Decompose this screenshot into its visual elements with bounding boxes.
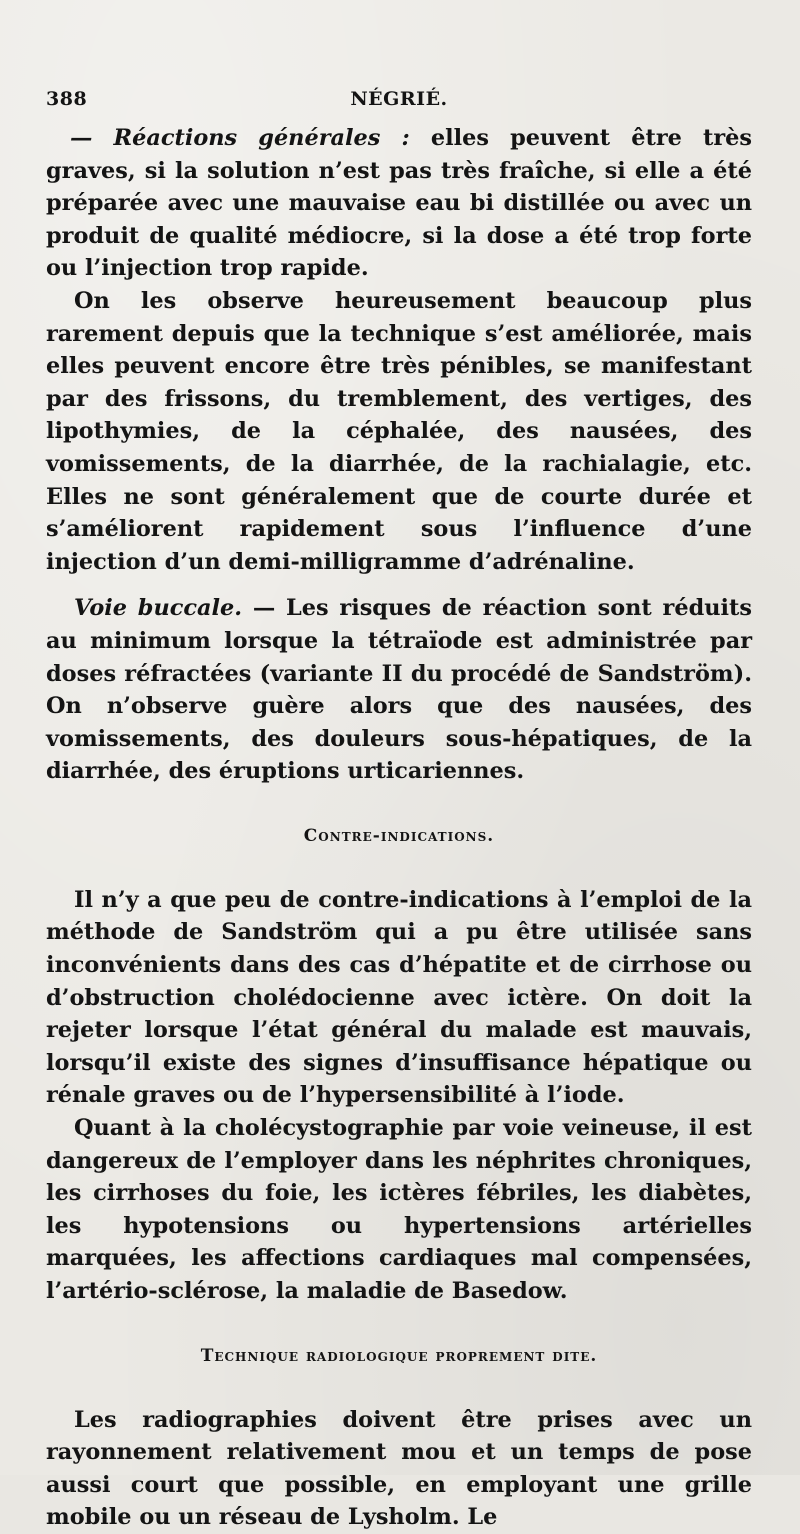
running-head — [46, 88, 752, 122]
running-title: NÉGRIÉ. — [350, 88, 448, 110]
page-number: 388 — [46, 88, 88, 110]
paragraph-observations — [46, 285, 752, 578]
paragraph-oral-route-text: — Les risques de réaction sont réduits au minimum lorsque la tétraïode est administrée par doses réfractées (variante II du procédé de Sandström). On n’observe guère alors que des nausées, des vomissements, des douleurs sous-hépatiques, de la diarrhée, des éruptions urticariennes. — [46, 595, 752, 785]
paragraph-contraindications-2 — [46, 1112, 752, 1308]
paragraph-observations-text: On les observe heureusement beaucoup plus rarement depuis que la technique s’est améliorée, mais elles peuvent encore être très pénibles, se manifestant par des frissons, du tremblement, des vertiges, des lipothymies, de la céphalée, des nausées, des vomissements, de la diarrhée, de la rachialagie, etc. Elles ne sont généralement que de courte durée et s’améliorent rapidement sous l’influence d’une injection d’un demi-milligramme d’adrénaline. — [46, 287, 752, 575]
paragraph-contraindications-1-text: Il n’y a que peu de contre-indications à l’emploi de la méthode de Sandström qui a pu être utilisée sans inconvénients dans des cas d’hépatite et de cirrhose ou d’obstruction cholédocienne avec ictère. On doit la rejeter lorsque l’état général du malade est mauvais, lorsqu’il existe des signes d’insuffisance hépatique ou rénale graves ou de l’hypersensibilité à l’iode. — [46, 886, 752, 1109]
paragraph-technique-1 — [46, 1404, 752, 1534]
spacer — [46, 578, 752, 592]
paragraph-general-reactions — [46, 122, 752, 285]
paragraph-contraindications-1 — [46, 884, 752, 1112]
lead-in-oral-route: Voie buccale. — [74, 595, 243, 622]
section-heading-contraindications — [46, 824, 752, 848]
paragraph-oral-route — [46, 592, 752, 788]
lead-in-general-reactions: — Réactions générales : — [70, 125, 410, 151]
paragraph-general-reactions-text: elles peuvent être très graves, si la solution n’est pas très fraîche, si elle a été préparée avec une mauvaise eau bi distillée ou avec un produit de qualité médiocre, si la dose a été trop forte ou l’injection trop rapide. — [46, 125, 752, 282]
body-text — [46, 122, 752, 1534]
paragraph-contraindications-2-text: Quant à la cholécystographie par voie veineuse, il est dangereux de l’employer dans les néphrites chroniques, les cirrhoses du foie, les ictères fébriles, les diabètes, les hypotensions ou hypertensions artérielles marquées, les affections cardiaques mal compensées, l’artério-sclérose, la maladie de Basedow. — [46, 1115, 752, 1304]
section-heading-technique — [46, 1344, 752, 1368]
paragraph-technique-1-text: Les radiographies doivent être prises avec un rayonnement relativement mou et un temps de pose aussi court que possible, en employant une grille mobile ou un réseau de Lysholm. Le — [46, 1406, 752, 1531]
section-heading-technique-text: Technique radiologique proprement dite. — [200, 1345, 598, 1366]
section-heading-contraindications-text: Contre-indications. — [303, 825, 495, 846]
